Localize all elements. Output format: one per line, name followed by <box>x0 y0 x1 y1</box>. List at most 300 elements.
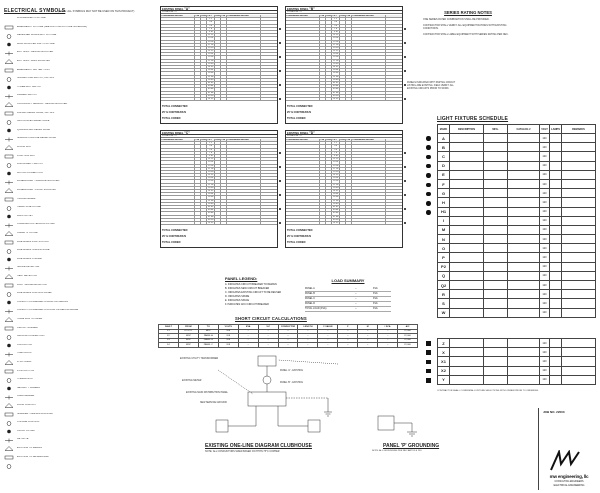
panel-total-label: 25 % CONTINUOUS <box>162 111 187 114</box>
fixture-row <box>438 170 596 179</box>
panel-column-header: LOAD/AREA SERVED <box>227 139 261 141</box>
load-summary-cell: KVA <box>373 307 378 310</box>
fixture-cell <box>562 290 596 299</box>
panel-circuit-row: 9 10 <box>286 31 402 34</box>
symbol-row <box>4 163 156 171</box>
fixture-mark: F <box>438 179 450 188</box>
panel-circuit-row: 45 46 <box>161 88 277 91</box>
company-name: mw engineering, llc <box>549 474 589 479</box>
symbol-glyph-icon <box>4 344 14 349</box>
symbol-glyph-icon <box>4 430 14 435</box>
fixture-cell <box>484 281 508 290</box>
panel-marker-dot <box>279 180 281 182</box>
panel-location: LOCATION: ---- <box>161 11 277 14</box>
fixture-cell <box>450 253 484 262</box>
symbol-description: DATA OUTLET <box>17 214 33 217</box>
fixture-cell <box>550 262 562 271</box>
panel-circuit-row: 19 20 <box>161 171 277 174</box>
symbol-glyph-icon <box>4 275 14 280</box>
fixture-cell <box>450 225 484 234</box>
fixture-cell <box>484 348 508 357</box>
panel-circuit-row: 9 10 <box>286 155 402 158</box>
symbol-description: SPECIAL PURPOSE RECEPTACLE <box>17 137 56 140</box>
panel-a-box <box>216 420 228 432</box>
panel-column-header: C/B <box>320 15 325 17</box>
panel-circuit-row: 37 38 <box>161 76 277 79</box>
short-circuit-cell: -- <box>378 334 398 339</box>
panel-schedule-d <box>285 130 403 248</box>
panel-id: "C" <box>184 131 190 135</box>
fixture-cell <box>550 216 562 225</box>
symbol-glyph-icon <box>4 86 14 91</box>
symbol-row <box>4 69 156 77</box>
load-summary-cell: PANEL D <box>305 302 315 305</box>
short-circuit-cell: PANEL B <box>198 338 218 343</box>
symbol-row <box>4 309 156 317</box>
panel-circuit-row: 3 4 <box>161 21 277 24</box>
series-rating-notes <box>423 10 513 39</box>
panel-circuit-row: 35 36 <box>286 196 402 199</box>
symbol-glyph-icon <box>4 309 14 314</box>
panel-marker-dot <box>404 152 406 154</box>
fixture-bullet-square <box>426 378 431 383</box>
fixture-cell <box>484 290 508 299</box>
short-circuit-cell: 208 <box>218 343 238 348</box>
symbol-row <box>4 137 156 145</box>
fixture-cell <box>484 189 508 198</box>
symbol-row <box>4 77 156 85</box>
panel-schedule-a <box>160 6 278 124</box>
panel-column-header: KVA <box>201 15 206 17</box>
symbol-description: CABLE TV OUTLET <box>17 232 39 234</box>
symbol-glyph-icon <box>4 137 14 142</box>
short-circuit-cell: -- <box>258 334 278 339</box>
fixture-volt: 120 <box>540 179 550 188</box>
symbol-description: PANELBOARD - FLUSH MOUNTED <box>17 189 56 191</box>
fixture-cell <box>508 170 540 179</box>
symbol-glyph-icon <box>4 387 14 392</box>
panel-id: "B" <box>309 7 315 11</box>
panel-total-label: TOTAL CONNECTED <box>162 105 188 108</box>
fixture-cell <box>484 225 508 234</box>
fixture-row <box>438 244 596 253</box>
symbol-glyph-icon <box>4 60 14 65</box>
panel-circuit-row: 3 4 <box>161 145 277 148</box>
panel-column-header: C/B <box>195 15 200 17</box>
fixture-cell <box>562 235 596 244</box>
symbol-glyph-icon <box>4 43 14 48</box>
symbol-description: TELEPHONE OUTLET <box>17 206 42 209</box>
symbol-description: EXIT SIGN - CEILING MOUNTED <box>17 51 54 54</box>
symbol-glyph-icon <box>4 266 14 271</box>
short-circuit-cell: -- <box>298 338 318 343</box>
fixture-cell <box>450 339 484 348</box>
fixture-mark: R <box>438 290 450 299</box>
panel-side-note: PANELS INDICATED WITH PARTIAL CIRCUIT LISTING ARE EXISTING. FIELD VERIFY ALL EXISTING CIRCUITS PRIOR TO WORK. <box>407 82 456 90</box>
short-circuit-cell: -- <box>238 329 258 334</box>
symbol-glyph-icon <box>4 112 14 117</box>
panel-marker-dot <box>404 28 406 30</box>
panel-circuit-row: 19 20 <box>286 171 402 174</box>
fixture-row <box>438 216 596 225</box>
symbol-row <box>4 34 156 42</box>
symbol-glyph-icon <box>4 335 14 340</box>
symbol-glyph-icon <box>4 421 14 426</box>
panel-marker-dot <box>279 42 281 44</box>
short-circuit-cell: -- <box>338 343 358 348</box>
short-circuit-cell: -- <box>338 338 358 343</box>
symbol-row <box>4 447 156 455</box>
symbol-row <box>4 378 156 386</box>
symbol-glyph-icon <box>4 361 14 366</box>
short-circuit-cell: -- <box>358 338 378 343</box>
panel-marker-dot <box>279 56 281 58</box>
symbol-row <box>4 232 156 240</box>
panel-circuit-row: 23 24 <box>286 177 402 180</box>
panel-total-label: TOTAL CONNECTED <box>287 229 313 232</box>
short-circuit-header: LENGTH <box>298 325 318 330</box>
load-summary-cell: -- <box>355 297 357 300</box>
symbol-row <box>4 370 156 378</box>
symbol-description: HOME RUN TO PANEL <box>17 318 43 320</box>
fixture-bullet-square <box>426 350 431 355</box>
load-summary-cell: -- <box>355 302 357 305</box>
symbol-description: PHOTOCELL <box>17 361 32 363</box>
fixture-cell <box>550 179 562 188</box>
fixture-volt: 120 <box>540 375 550 384</box>
one-line-note: EXISTING MAIN DISTRIBUTION PANEL <box>186 392 228 394</box>
symbol-description: PUSH BUTTON <box>17 369 35 372</box>
symbol-description: EMERGENCY BATTERY UNIT <box>17 68 51 71</box>
panel-circuit-row: 41 42 <box>161 82 277 85</box>
symbol-row <box>4 258 156 266</box>
symbol-description: QUADRUPLEX RECEPTACLE <box>17 128 50 131</box>
panel-circuit-row: 29 30 <box>161 187 277 190</box>
panel-circuit-row: 3 4 <box>286 21 402 24</box>
symbol-row <box>4 284 156 292</box>
panel-circuit-row: 5 6 <box>286 149 402 152</box>
panel-column-header: CKT <box>207 15 215 17</box>
symbol-description: GROUND CONNECTION <box>17 335 45 338</box>
fixture-mark: C <box>438 152 450 161</box>
panel-legend-item: C. INDICATES EXISTING CIRCUIT TO BE REUSED <box>225 291 282 294</box>
fixture-row <box>438 271 596 280</box>
panel-column-header: LOAD/AREA SERVED <box>286 139 320 141</box>
symbol-glyph-icon <box>4 447 14 452</box>
fixture-volt: 120 <box>540 134 550 143</box>
load-summary-cell: -- <box>355 287 357 290</box>
fixture-cell <box>484 308 508 317</box>
fixture-row <box>438 235 596 244</box>
short-circuit-cell: -- <box>238 338 258 343</box>
symbol-row <box>4 344 156 352</box>
panel-marker-dot <box>279 208 281 210</box>
symbol-row <box>4 421 156 429</box>
panel-circuit-row: 1 2 <box>286 18 402 21</box>
symbol-glyph-icon <box>4 249 14 254</box>
fixture-volt: 120 <box>540 253 550 262</box>
fixture-row <box>438 152 596 161</box>
fixture-cell <box>562 244 596 253</box>
panel-circuit-row: 43 44 <box>286 85 402 88</box>
one-line-title: EXISTING ONE-LINE DIAGRAM CLUBHOUSE <box>205 443 312 449</box>
panel-marker-dot <box>279 98 281 100</box>
symbol-glyph-icon <box>4 189 14 194</box>
fixture-cell <box>450 290 484 299</box>
fixture-cell <box>484 235 508 244</box>
symbol-row <box>4 180 156 188</box>
panel-name: EXISTING PANEL <box>162 7 185 11</box>
symbol-description: CARD READER <box>17 395 35 398</box>
fixture-cell <box>550 299 562 308</box>
panel-total-label: TOTAL CODED <box>287 117 306 120</box>
panel-circuit-row: 7 8 <box>286 152 402 155</box>
symbol-row <box>4 103 156 111</box>
panel-circuit-row: 43 44 <box>161 85 277 88</box>
fixture-volt: 120 <box>540 216 550 225</box>
panel-circuit-row: 19 20 <box>161 47 277 50</box>
short-circuit-cell: -- <box>318 334 338 339</box>
fixture-cell <box>508 262 540 271</box>
symbol-row <box>4 395 156 403</box>
short-circuit-cell: -- <box>278 334 298 339</box>
fixture-bullet <box>426 201 431 206</box>
fixture-cell <box>450 262 484 271</box>
fixture-volt: 120 <box>540 299 550 308</box>
one-line-subtitle: NOTE: ALL CONDUCTORS SIZED BASED ON THHN 75°C COPPER <box>205 450 280 453</box>
fixture-row <box>438 357 596 366</box>
panel-circuit-row: 27 28 <box>286 184 402 187</box>
symbol-row <box>4 352 156 360</box>
fixture-column-header: MARK <box>438 125 450 134</box>
symbol-description: CLOCK OUTLET <box>17 429 36 432</box>
load-summary-row <box>305 307 391 312</box>
panel-circuit-row: 7 8 <box>161 28 277 31</box>
panel-circuit-row: 51 52 <box>161 222 277 225</box>
fixture-cell <box>550 366 562 375</box>
short-circuit-cell: -- <box>278 329 298 334</box>
fixture-mark: X1 <box>438 357 450 366</box>
panel-circuit-row: 39 40 <box>286 203 402 206</box>
symbol-description: OCCUPANCY SENSOR - CEILING MOUNTED <box>17 103 68 105</box>
panel-circuit-row: 37 38 <box>286 76 402 79</box>
panel-circuit-row: 39 40 <box>161 203 277 206</box>
symbol-glyph-icon <box>4 258 14 263</box>
symbol-row <box>4 60 156 68</box>
load-summary-cell: PANEL C <box>305 297 315 300</box>
company-address: ELECTRICAL ENGINEERING <box>553 485 585 487</box>
panel-circuit-row: 23 24 <box>161 53 277 56</box>
fixture-cell <box>562 366 596 375</box>
short-circuit-header: TO <box>198 325 218 330</box>
fixture-cell <box>508 299 540 308</box>
symbol-glyph-icon <box>4 404 14 409</box>
panel-column-header: LOAD/AREA SERVED <box>227 15 261 17</box>
panel-column-header: LOAD/AREA SERVED <box>352 15 386 17</box>
panel-legend-item: F. INDICATES GFCI CIRCUIT BREAKER <box>225 303 269 306</box>
fixture-bullet <box>426 173 431 178</box>
fixture-cell <box>450 271 484 280</box>
symbol-row <box>4 223 156 231</box>
short-circuit-cell: MDP <box>178 338 198 343</box>
fixture-row <box>438 308 596 317</box>
symbol-row <box>4 327 156 335</box>
symbol-description: CONDUIT CONCEALED IN WALL OR CEILING <box>17 300 68 303</box>
panel-circuit-row: 27 28 <box>161 60 277 63</box>
fixture-volt: 120 <box>540 357 550 366</box>
fixture-row <box>438 290 596 299</box>
fixture-cell <box>508 357 540 366</box>
fixture-cell <box>508 244 540 253</box>
symbol-row <box>4 404 156 412</box>
panel-circuit-row: 23 24 <box>161 177 277 180</box>
fixture-cell <box>508 207 540 216</box>
panel-circuit-row: 5 6 <box>286 25 402 28</box>
fixture-cell <box>508 152 540 161</box>
symbol-row <box>4 26 156 34</box>
symbol-glyph-icon <box>4 198 14 203</box>
fixture-mark: X <box>438 348 450 357</box>
panel-circuit-row: 39 40 <box>161 79 277 82</box>
fixture-cell <box>550 134 562 143</box>
symbol-row <box>4 292 156 300</box>
fixture-column-header: MFG. <box>484 125 508 134</box>
panel-name: EXISTING PANEL <box>287 7 310 11</box>
panel-circuit-row: 41 42 <box>286 206 402 209</box>
fixture-cell <box>508 308 540 317</box>
panel-circuit-row: 17 18 <box>161 44 277 47</box>
symbol-row <box>4 146 156 154</box>
fixture-column-header: VOLT <box>540 125 550 134</box>
fixture-row <box>438 281 596 290</box>
symbol-row <box>4 456 156 464</box>
fixture-volt: 120 <box>540 207 550 216</box>
panel-circuit-row: 47 48 <box>161 216 277 219</box>
fixture-mark: S <box>438 299 450 308</box>
fixture-mark: I <box>438 216 450 225</box>
panel-circuit-row: 15 16 <box>161 165 277 168</box>
short-circuit-cell: -- <box>338 329 358 334</box>
panel-circuit-row: 15 16 <box>161 41 277 44</box>
panel-circuit-row: 33 34 <box>286 193 402 196</box>
panel-column-header: KVA <box>215 139 220 141</box>
fixture-cell <box>562 375 596 384</box>
panel-circuit-row: 37 38 <box>286 200 402 203</box>
panel-total-label: TOTAL CODED <box>162 241 181 244</box>
short-circuit-cell: 22,000 <box>398 334 418 339</box>
panel-circuit-row: 35 36 <box>161 72 277 75</box>
fixture-row <box>438 348 596 357</box>
fixture-cell <box>508 198 540 207</box>
fixture-cell <box>508 161 540 170</box>
panel-circuit-row: 25 26 <box>286 56 402 59</box>
panel-circuit-row: 7 8 <box>286 28 402 31</box>
fixture-column-header: REMARKS <box>562 125 596 134</box>
symbol-description: DOOR CONTACT <box>17 404 37 406</box>
symbol-row <box>4 318 156 326</box>
panel-column-header: KVA <box>340 15 345 17</box>
fixture-cell <box>550 225 562 234</box>
panel-circuit-row: 31 32 <box>286 190 402 193</box>
panel-circuit-row: 51 52 <box>286 222 402 225</box>
fixture-mark: B <box>438 143 450 152</box>
symbol-glyph-icon <box>4 215 14 220</box>
series-note-paragraph: CONTRACTOR SHALL VERIFY ALL EQUIPMENT RATINGS WITH EXISTING CONDITIONS. <box>423 24 507 30</box>
fixture-row <box>438 262 596 271</box>
fixture-row <box>438 143 596 152</box>
short-circuit-cell: -- <box>318 338 338 343</box>
electrical-symbols-title: ELECTRICAL SYMBOLS <box>4 8 66 14</box>
fixture-cell <box>550 290 562 299</box>
fixture-volt: 120 <box>540 235 550 244</box>
short-circuit-cell: 22,000 <box>398 343 418 348</box>
fixture-row <box>438 198 596 207</box>
symbol-description: CONTACTOR <box>17 343 32 346</box>
fixture-cell <box>450 244 484 253</box>
fixture-row <box>438 225 596 234</box>
panel-circuit-row: 31 32 <box>286 66 402 69</box>
panel-marker-dot <box>279 84 281 86</box>
symbol-description: SMOKE DETECTOR <box>17 266 40 269</box>
panel-marker-dot <box>279 222 281 224</box>
panel-marker-dot <box>404 84 406 86</box>
panel-marker-dot <box>404 194 406 196</box>
panel-circuit-row: 15 16 <box>286 41 402 44</box>
symbol-glyph-icon <box>4 232 14 237</box>
fixture-cell <box>550 348 562 357</box>
fixture-mark: M <box>438 225 450 234</box>
panel-circuit-row: 1 2 <box>161 18 277 21</box>
fixture-cell <box>550 244 562 253</box>
short-circuit-table <box>158 324 418 348</box>
symbol-glyph-icon <box>4 94 14 99</box>
panel-total-label: TOTAL CONNECTED <box>287 105 313 108</box>
short-circuit-cell: PANEL C <box>198 343 218 348</box>
fixture-cell <box>562 189 596 198</box>
fixture-cell <box>508 339 540 348</box>
symbol-row <box>4 112 156 120</box>
short-circuit-header: CONDUCTOR <box>278 325 298 330</box>
short-circuit-cell: -- <box>258 329 278 334</box>
symbol-description: FIRE ALARM HORN/STROBE <box>17 249 50 252</box>
fixture-cell <box>508 143 540 152</box>
fixture-cell <box>508 225 540 234</box>
short-circuit-cell: MDP <box>178 343 198 348</box>
short-circuit-cell: -- <box>338 334 358 339</box>
fixture-cell <box>562 281 596 290</box>
panel-circuit-row: 49 50 <box>286 95 402 98</box>
fixture-cell <box>550 339 562 348</box>
panel-marker-dot <box>279 152 281 154</box>
short-circuit-header: AIC <box>398 325 418 330</box>
panel-column-header: C/B <box>221 15 226 17</box>
panel-column-header: C/B <box>346 139 351 141</box>
panel-circuit-row: 35 36 <box>161 196 277 199</box>
symbol-glyph-icon <box>4 51 14 56</box>
load-summary-cell: -- <box>355 292 357 295</box>
fixture-cell <box>450 161 484 170</box>
fixture-column-header: CATALOG # <box>508 125 540 134</box>
fixture-cell <box>484 339 508 348</box>
fixture-cell <box>550 375 562 384</box>
company-logo <box>549 450 581 472</box>
panel-schedule-c <box>160 130 278 248</box>
fixture-cell <box>508 281 540 290</box>
short-circuit-cell: -- <box>358 329 378 334</box>
short-circuit-header: FROM <box>178 325 198 330</box>
fixture-bullet <box>426 145 431 150</box>
load-summary-cell: KVA <box>373 302 378 305</box>
